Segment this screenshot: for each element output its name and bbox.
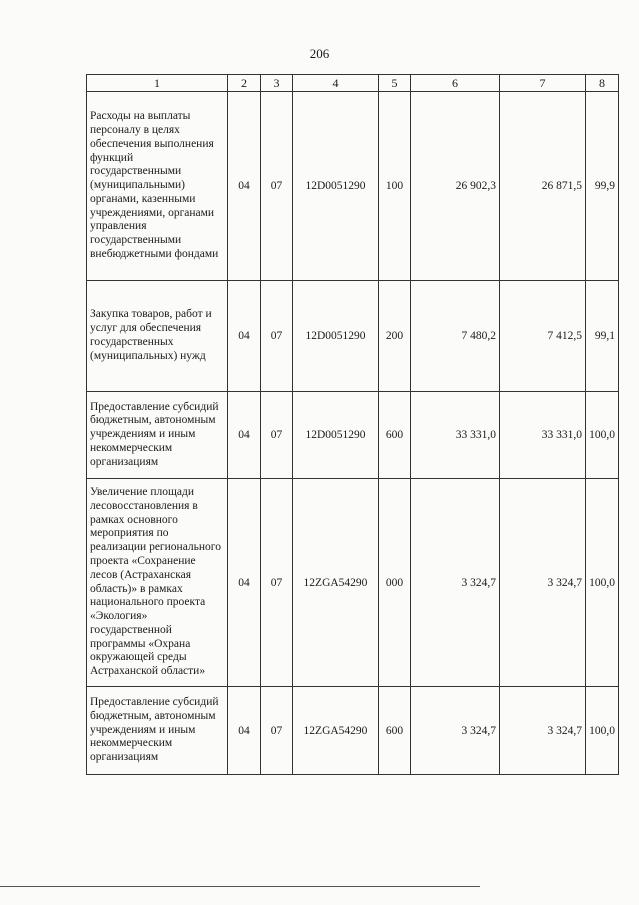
row-section: 04 xyxy=(228,687,261,775)
row-percent: 99,1 xyxy=(586,281,619,392)
row-actual-amount: 3 324,7 xyxy=(500,687,586,775)
row-actual-amount: 33 331,0 xyxy=(500,392,586,479)
row-planned-amount: 7 480,2 xyxy=(411,281,500,392)
row-planned-amount: 33 331,0 xyxy=(411,392,500,479)
row-expense-type: 200 xyxy=(379,281,411,392)
row-description: Предоставление субсидий бюджетным, автономным учреждениям и иным некоммерческим организациям xyxy=(87,392,228,479)
header-cell-7: 7 xyxy=(500,75,586,92)
header-cell-4: 4 xyxy=(293,75,379,92)
row-expense-type: 600 xyxy=(379,687,411,775)
row-section: 04 xyxy=(228,281,261,392)
table-row xyxy=(87,392,619,479)
row-subsection: 07 xyxy=(261,687,293,775)
budget-table xyxy=(86,74,619,775)
bottom-divider xyxy=(0,886,480,887)
row-planned-amount: 3 324,7 xyxy=(411,687,500,775)
row-description: Предоставление субсидий бюджетным, автономным учреждениям и иным некоммерческим организациям xyxy=(87,687,228,775)
page-number: 206 xyxy=(309,46,330,61)
table-row xyxy=(87,281,619,392)
table-row xyxy=(87,92,619,281)
row-percent: 100,0 xyxy=(586,687,619,775)
row-description: Расходы на выплаты персоналу в целях обеспечения выполнения функций государственными (муниципальными) органами, казенными учреждениями, органами управления государственными внебюджетными фондами xyxy=(87,92,228,281)
row-actual-amount: 26 871,5 xyxy=(500,92,586,281)
row-target-article: 12D0051290 xyxy=(293,281,379,392)
header-cell-5: 5 xyxy=(379,75,411,92)
row-section: 04 xyxy=(228,479,261,687)
row-subsection: 07 xyxy=(261,92,293,281)
row-description: Закупка товаров, работ и услуг для обеспечения государственных (муниципальных) нужд xyxy=(87,281,228,392)
row-target-article: 12D0051290 xyxy=(293,92,379,281)
table-row xyxy=(87,687,619,775)
row-planned-amount: 26 902,3 xyxy=(411,92,500,281)
row-expense-type: 100 xyxy=(379,92,411,281)
table-header-row xyxy=(87,75,619,92)
row-percent: 100,0 xyxy=(586,392,619,479)
row-subsection: 07 xyxy=(261,281,293,392)
header-cell-8: 8 xyxy=(586,75,619,92)
row-planned-amount: 3 324,7 xyxy=(411,479,500,687)
header-cell-2: 2 xyxy=(228,75,261,92)
row-section: 04 xyxy=(228,92,261,281)
header-cell-6: 6 xyxy=(411,75,500,92)
row-description: Увеличение площади лесовосстановления в рамках основного мероприятия по реализации регионального проекта «Сохранение лесов (Астраханская область)» в рамках национального проекта «Экология» государственной программы «Охрана окружающей среды Астраханской области» xyxy=(87,479,228,687)
row-target-article: 12ZGA54290 xyxy=(293,479,379,687)
row-target-article: 12D0051290 xyxy=(293,392,379,479)
row-expense-type: 600 xyxy=(379,392,411,479)
header-cell-1: 1 xyxy=(87,75,228,92)
row-actual-amount: 3 324,7 xyxy=(500,479,586,687)
row-subsection: 07 xyxy=(261,479,293,687)
row-section: 04 xyxy=(228,392,261,479)
row-actual-amount: 7 412,5 xyxy=(500,281,586,392)
table-row xyxy=(87,479,619,687)
row-percent: 99,9 xyxy=(586,92,619,281)
row-subsection: 07 xyxy=(261,392,293,479)
row-target-article: 12ZGA54290 xyxy=(293,687,379,775)
row-expense-type: 000 xyxy=(379,479,411,687)
header-cell-3: 3 xyxy=(261,75,293,92)
row-percent: 100,0 xyxy=(586,479,619,687)
